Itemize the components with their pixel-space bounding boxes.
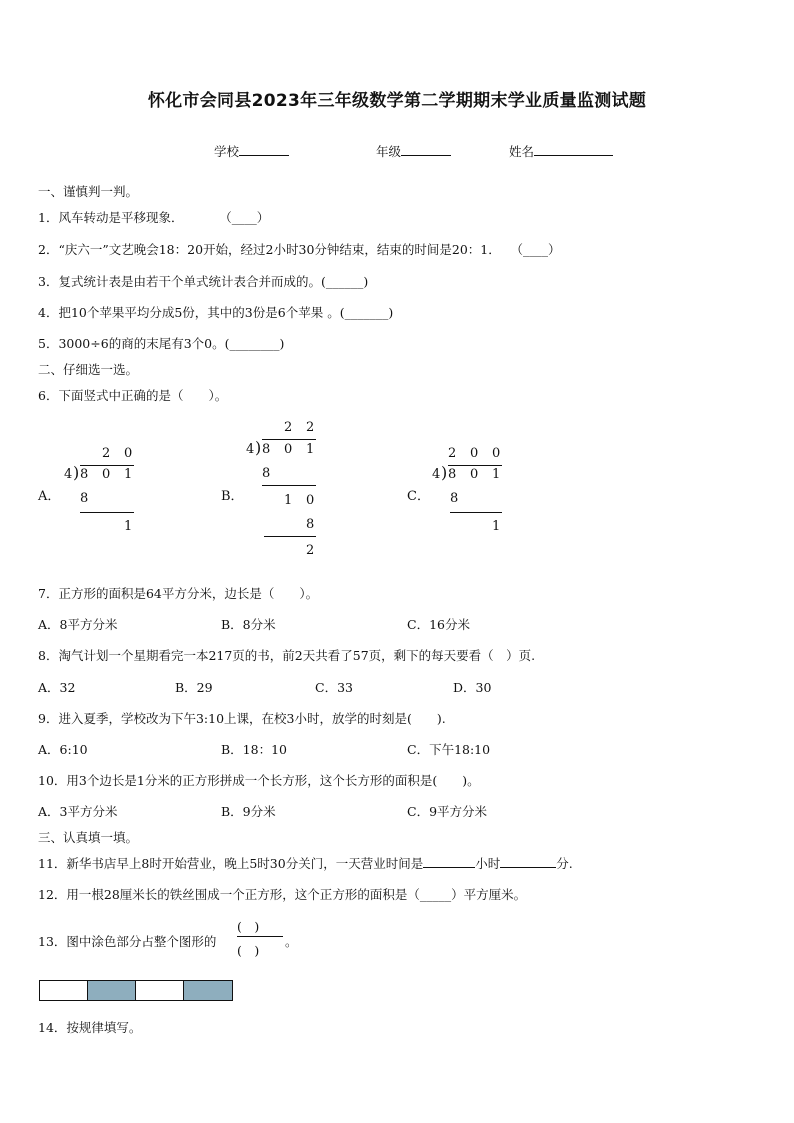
q6a-quotient-digit: 2 xyxy=(102,446,111,461)
q6c-division-bar xyxy=(448,465,502,466)
q11-minutes-blank[interactable] xyxy=(500,855,556,868)
q13-fraction-numerator[interactable]: ( ) xyxy=(237,919,260,934)
q8-option-d[interactable]: D．30 xyxy=(453,680,492,695)
q6-option-c-label: C． xyxy=(407,489,430,504)
q6b-division-bar xyxy=(262,439,316,440)
q9-option-c[interactable]: C．下午18:10 xyxy=(407,742,491,757)
q6a-dividend-digit: 0 xyxy=(102,467,111,482)
q6c-quotient-digit: 0 xyxy=(470,446,479,461)
name-input-line[interactable] xyxy=(534,143,613,156)
q9-option-b[interactable]: B．18：10 xyxy=(221,742,287,757)
q6b-step-bar xyxy=(262,485,316,486)
q7-option-b[interactable]: B．8分米 xyxy=(221,617,276,632)
q6-option-a-label: A． xyxy=(38,489,61,504)
q8-option-b[interactable]: B．29 xyxy=(175,680,213,695)
question-13-text: 13．图中涂色部分占整个图形的 xyxy=(38,934,217,949)
q6a-dividend-digit: 1 xyxy=(124,467,133,482)
q10-option-c[interactable]: C．9平方分米 xyxy=(407,804,488,819)
q11-hours-blank[interactable] xyxy=(423,855,475,868)
q8-option-c[interactable]: C．33 xyxy=(315,680,353,695)
section-heading-3: 三、认真填一填。 xyxy=(38,830,139,845)
q6c-quotient-digit: 2 xyxy=(448,446,457,461)
q6b-step-bar-2 xyxy=(264,536,316,537)
name-label: 姓名 xyxy=(509,144,535,159)
q10-option-a[interactable]: A．3平方分米 xyxy=(38,804,118,819)
q7-option-a[interactable]: A．8平方分米 xyxy=(38,617,118,632)
figure-cell-plain xyxy=(135,980,184,1001)
q6c-dividend-digit: 1 xyxy=(492,467,501,482)
q6b-step-partial: 1 xyxy=(284,493,293,508)
section-heading-1: 一、谨慎判一判。 xyxy=(38,184,139,199)
q6b-remainder: 2 xyxy=(306,543,315,558)
school-input-line[interactable] xyxy=(239,143,289,156)
q6b-divisor: 4 xyxy=(246,442,255,457)
q6b-step-partial: 0 xyxy=(306,493,315,508)
q6b-quotient-digit: 2 xyxy=(284,420,293,435)
figure-cell-plain xyxy=(39,980,88,1001)
question-12: 12．用一根28厘米长的铁丝围成一个正方形，这个正方形的面积是（_____）平方厘米。 xyxy=(38,887,527,902)
q6a-dividend-digit: 8 xyxy=(80,467,89,482)
q6b-dividend-digit: 0 xyxy=(284,442,293,457)
question-1-answer[interactable]: （____） xyxy=(225,210,270,225)
question-2 xyxy=(38,240,561,258)
q6a-division-bar xyxy=(80,465,134,466)
q6b-bracket-icon: ) xyxy=(255,438,262,457)
q6a-step-product: 8 xyxy=(80,491,89,506)
q6c-bracket-icon: ) xyxy=(441,463,448,482)
question-1 xyxy=(38,208,269,226)
q6a-bracket-icon: ) xyxy=(73,463,80,482)
school-label: 学校 xyxy=(214,144,240,159)
q6c-step-bar xyxy=(450,512,502,513)
q6c-dividend-digit: 0 xyxy=(470,467,479,482)
question-2-text: 2．“庆六一”文艺晚会18：20开始，经过2小时30分钟结束，结束的时间是20：1． xyxy=(38,242,501,257)
figure-cell-shaded xyxy=(183,980,233,1001)
q6c-divisor: 4 xyxy=(432,467,441,482)
q6a-remainder: 1 xyxy=(124,519,133,534)
grade-field xyxy=(376,142,451,160)
q6a-step-bar xyxy=(80,512,134,513)
question-5: 5．3000÷6的商的末尾有3个0。(________) xyxy=(38,336,285,351)
question-13 xyxy=(38,932,216,950)
page-title: 怀化市会同县2023年三年级数学第二学期期末学业质量监测试题 xyxy=(147,91,647,111)
grade-label: 年级 xyxy=(376,144,402,159)
q10-option-b[interactable]: B．9分米 xyxy=(221,804,276,819)
question-10: 10．用3个边长是1分米的正方形拼成一个长方形，这个长方形的面积是( )。 xyxy=(38,773,480,788)
question-7: 7．正方形的面积是64平方分米，边长是（ ）。 xyxy=(38,586,319,601)
q6a-quotient-digit: 0 xyxy=(124,446,133,461)
figure-cell-shaded xyxy=(87,980,136,1001)
q7-option-c[interactable]: C．16分米 xyxy=(407,617,470,632)
q6a-divisor: 4 xyxy=(64,467,73,482)
question-13-end: 。 xyxy=(285,934,298,949)
q6c-remainder: 1 xyxy=(492,519,501,534)
q9-option-a[interactable]: A．6:10 xyxy=(38,742,88,757)
q6b-dividend-digit: 8 xyxy=(262,442,271,457)
section-heading-2: 二、仔细选一选。 xyxy=(38,362,139,377)
q6c-dividend-digit: 8 xyxy=(448,467,457,482)
grade-input-line[interactable] xyxy=(401,143,451,156)
school-field xyxy=(214,142,289,160)
question-11-minutes-unit: 分. xyxy=(556,856,573,871)
q13-fraction-bar xyxy=(237,936,283,937)
question-8: 8．淘气计划一个星期看完一本217页的书，前2天共看了57页，剩下的每天要看（ ）页. xyxy=(38,648,536,663)
q6-option-b-label: B． xyxy=(221,489,244,504)
question-1-text: 1．风车转动是平移现象． xyxy=(38,210,184,225)
question-4: 4．把10个苹果平均分成5份，其中的3份是6个苹果 。(_______) xyxy=(38,305,394,320)
q6c-step-product: 8 xyxy=(450,491,459,506)
q8-option-a[interactable]: A．32 xyxy=(38,680,76,695)
q6b-quotient-digit: 2 xyxy=(306,420,315,435)
question-11-hours-unit: 小时 xyxy=(475,856,501,871)
q13-fraction-denominator[interactable]: ( ) xyxy=(237,943,260,958)
question-11 xyxy=(38,854,573,872)
q6b-dividend-digit: 1 xyxy=(306,442,315,457)
question-9: 9．进入夏季，学校改为下午3:10上课，在校3小时，放学的时刻是( ). xyxy=(38,711,446,726)
question-3: 3．复式统计表是由若干个单式统计表合并而成的。(______) xyxy=(38,274,369,289)
q6b-step-product: 8 xyxy=(262,466,271,481)
question-6: 6．下面竖式中正确的是（ ）。 xyxy=(38,388,228,403)
name-field xyxy=(509,142,613,160)
q6b-step-product-2: 8 xyxy=(306,517,315,532)
q6c-quotient-digit: 0 xyxy=(492,446,501,461)
question-2-answer[interactable]: （____） xyxy=(516,242,561,257)
question-14: 14．按规律填写。 xyxy=(38,1020,142,1035)
question-11-text: 11．新华书店早上8时开始营业，晚上5时30分关门，一天营业时间是 xyxy=(38,856,424,871)
